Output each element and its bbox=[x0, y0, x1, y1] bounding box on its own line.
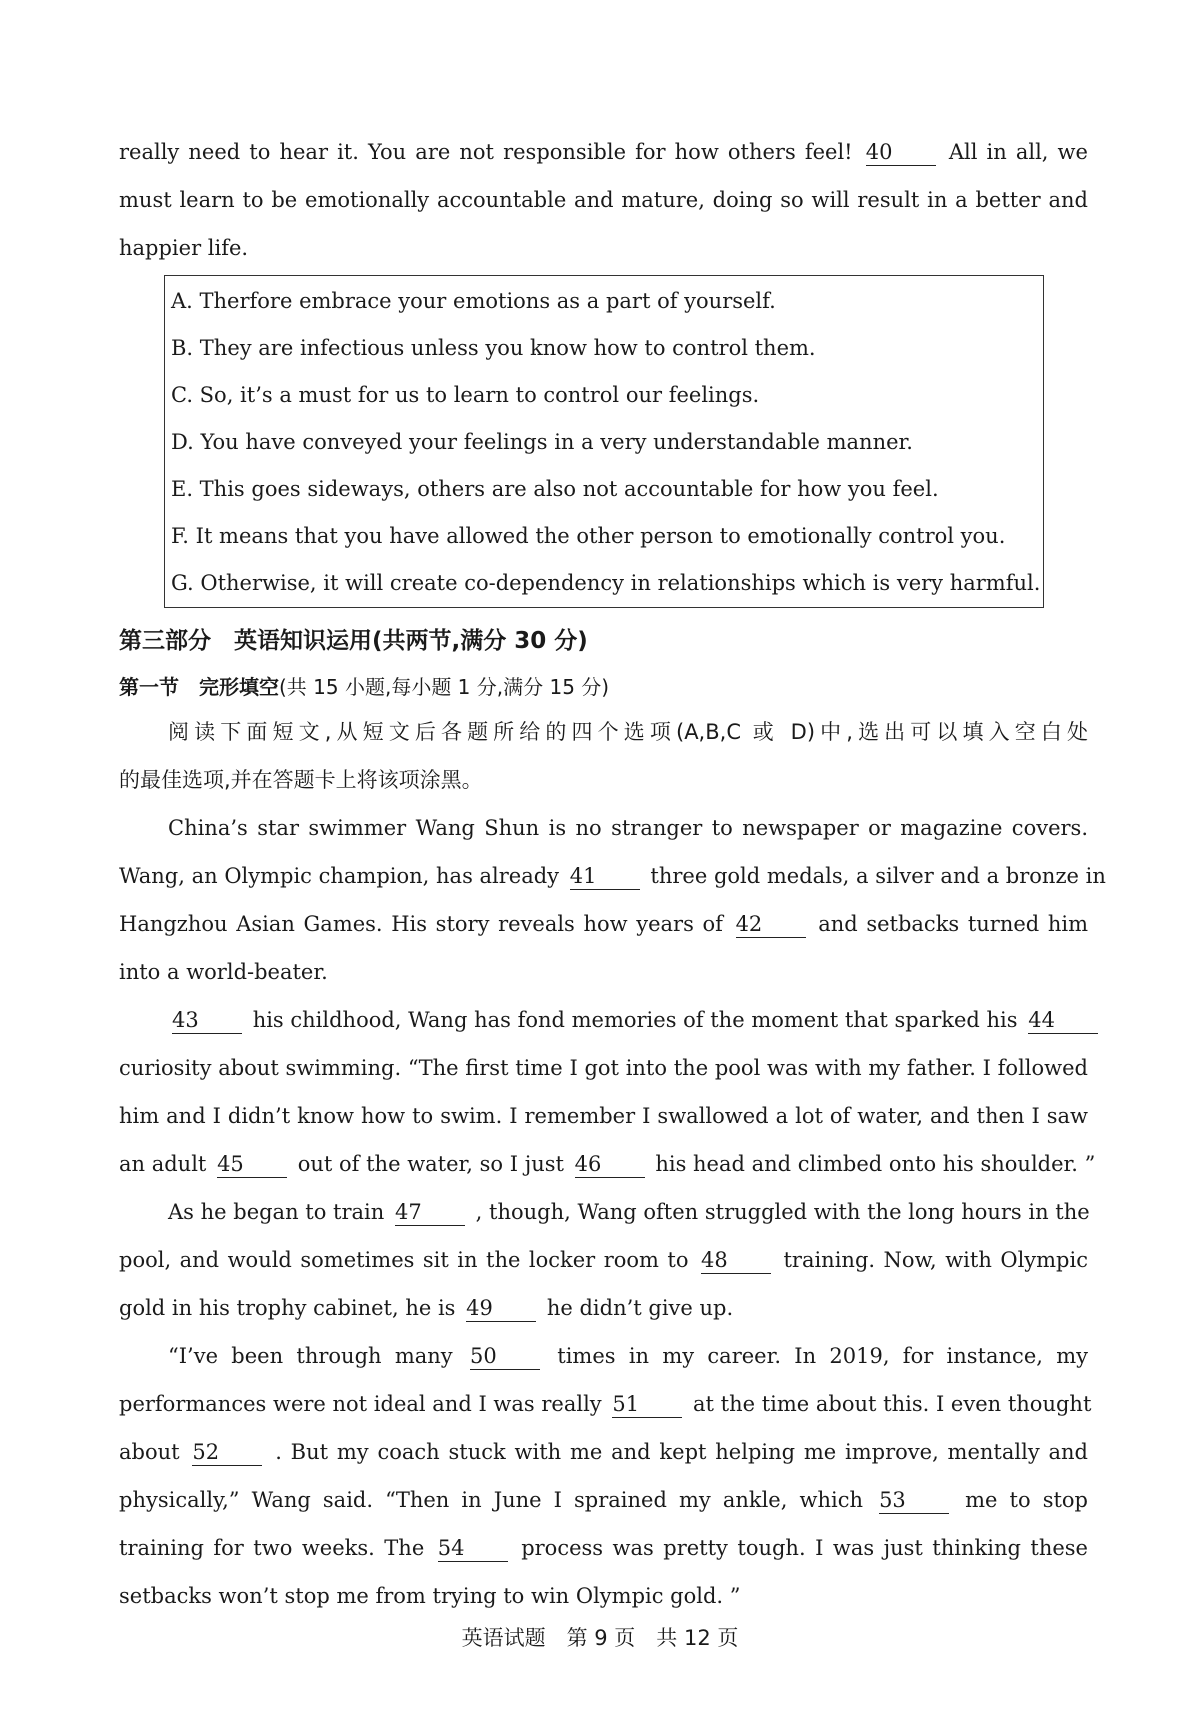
text-segment: training for two weeks. The bbox=[119, 1536, 425, 1560]
text-line: must learn to be emotionally accountable and mature, doing so will result in a better and bbox=[119, 188, 1088, 212]
passage-line bbox=[119, 1236, 1088, 1284]
instruction-line: 的最佳选项,并在答题卡上将该项涂黑。 bbox=[119, 768, 483, 792]
text-segment: and setbacks turned him bbox=[818, 912, 1089, 936]
option-b: B. They are infectious unless you know how to control them. bbox=[171, 336, 816, 360]
part3-title: 第三部分 英语知识运用(共两节,满分 30 分) bbox=[119, 628, 588, 654]
passage-line bbox=[119, 1476, 1088, 1524]
option-g: G. Otherwise, it will create co-dependency in relationships which is very harmful. bbox=[171, 571, 1041, 595]
option-d: D. You have conveyed your feelings in a very understandable manner. bbox=[171, 430, 913, 454]
blank-46: 46 bbox=[575, 1151, 645, 1178]
text-segment: pool, and would sometimes sit in the locker room to bbox=[119, 1248, 689, 1272]
section1-head: 第一节 完形填空 bbox=[119, 675, 279, 699]
passage-line bbox=[119, 1332, 1088, 1380]
blank-44: 44 bbox=[1028, 1007, 1098, 1034]
text-segment: performances were not ideal and I was really bbox=[119, 1392, 602, 1416]
blank-42: 42 bbox=[736, 911, 806, 938]
blank-50: 50 bbox=[470, 1343, 540, 1370]
blank-51: 51 bbox=[612, 1391, 682, 1418]
text-segment: about bbox=[119, 1440, 180, 1464]
blank-47: 47 bbox=[395, 1199, 465, 1226]
text-segment: out of the water, so I just bbox=[297, 1152, 564, 1176]
passage-line bbox=[119, 996, 1088, 1044]
option-c: C. So, it’s a must for us to learn to control our feelings. bbox=[171, 383, 760, 407]
option-f: F. It means that you have allowed the other person to emotionally control you. bbox=[171, 524, 1006, 548]
blank-41: 41 bbox=[570, 863, 640, 890]
section1-title bbox=[119, 666, 1088, 708]
passage-line: curiosity about swimming. “The first time I got into the pool was with my father. I followed bbox=[119, 1056, 1088, 1080]
passage-line: setbacks won’t stop me from trying to win Olympic gold. ” bbox=[119, 1584, 741, 1608]
text-segment: process was pretty tough. I was just thinking these bbox=[521, 1536, 1088, 1560]
blank-49: 49 bbox=[466, 1295, 536, 1322]
option-e: E. This goes sideways, others are also not accountable for how you feel. bbox=[171, 477, 939, 501]
text-segment: As he began to train bbox=[168, 1200, 385, 1224]
blank-45: 45 bbox=[217, 1151, 287, 1178]
passage-line bbox=[119, 1188, 1088, 1236]
blank-40: 40 bbox=[866, 139, 936, 166]
passage-line: China’s star swimmer Wang Shun is no stranger to newspaper or magazine covers. bbox=[168, 816, 1088, 840]
text-segment: me to stop bbox=[965, 1488, 1088, 1512]
instruction-line: 阅读下面短文,从短文后各题所给的四个选项(A,B,C 或 D)中,选出可以填入空白处 bbox=[168, 720, 1088, 744]
text-segment: Hangzhou Asian Games. His story reveals how years of bbox=[119, 912, 723, 936]
blank-52: 52 bbox=[192, 1439, 262, 1466]
text-segment: Wang, an Olympic champion, has already bbox=[119, 864, 560, 888]
passage-line: into a world-beater. bbox=[119, 960, 328, 984]
option-a: A. Therfore embrace your emotions as a part of yourself. bbox=[171, 289, 776, 313]
blank-48: 48 bbox=[701, 1247, 771, 1274]
options-box bbox=[164, 275, 1044, 608]
text-segment: “I’ve been through many bbox=[168, 1344, 453, 1368]
passage-line bbox=[119, 1380, 1092, 1428]
passage-line: him and I didn’t know how to swim. I remember I swallowed a lot of water, and then I saw bbox=[119, 1104, 1088, 1128]
passage-line bbox=[119, 900, 1088, 948]
text-segment: really need to hear it. You are not responsible for how others feel! bbox=[119, 140, 853, 164]
passage-line bbox=[119, 852, 1106, 900]
text-segment: , though, Wang often struggled with the long hours in the bbox=[475, 1200, 1090, 1224]
document-page bbox=[119, 128, 1106, 1620]
text-segment: training. Now, with Olympic bbox=[783, 1248, 1088, 1272]
text-segment: . But my coach stuck with me and kept helping me improve, mentally and bbox=[275, 1440, 1088, 1464]
text-segment: All in all, we bbox=[948, 140, 1088, 164]
blank-54: 54 bbox=[438, 1535, 508, 1562]
text-segment: times in my career. In 2019, for instance, my bbox=[557, 1344, 1088, 1368]
text-segment: his childhood, Wang has fond memories of the moment that sparked his bbox=[252, 1008, 1018, 1032]
text-segment: he didn’t give up. bbox=[546, 1296, 734, 1320]
text-segment: an adult bbox=[119, 1152, 207, 1176]
text-segment: physically,” Wang said. “Then in June I sprained my ankle, which bbox=[119, 1488, 863, 1512]
passage-line bbox=[119, 1140, 1096, 1188]
passage-line bbox=[119, 1284, 1088, 1332]
text-line: happier life. bbox=[119, 236, 249, 260]
text-segment: at the time about this. I even thought bbox=[693, 1392, 1092, 1416]
text-segment: his head and climbed onto his shoulder. ” bbox=[655, 1152, 1096, 1176]
passage-line bbox=[119, 1428, 1088, 1476]
blank-53: 53 bbox=[879, 1487, 949, 1514]
passage-line bbox=[119, 1524, 1088, 1572]
blank-43: 43 bbox=[172, 1007, 242, 1034]
text-segment: three gold medals, a silver and a bronze in bbox=[650, 864, 1106, 888]
text-line bbox=[119, 128, 1088, 176]
text-segment: gold in his trophy cabinet, he is bbox=[119, 1296, 456, 1320]
section1-note: (共 15 小题,每小题 1 分,满分 15 分) bbox=[279, 675, 610, 699]
page-footer: 英语试题 第 9 页 共 12 页 bbox=[461, 1626, 739, 1650]
